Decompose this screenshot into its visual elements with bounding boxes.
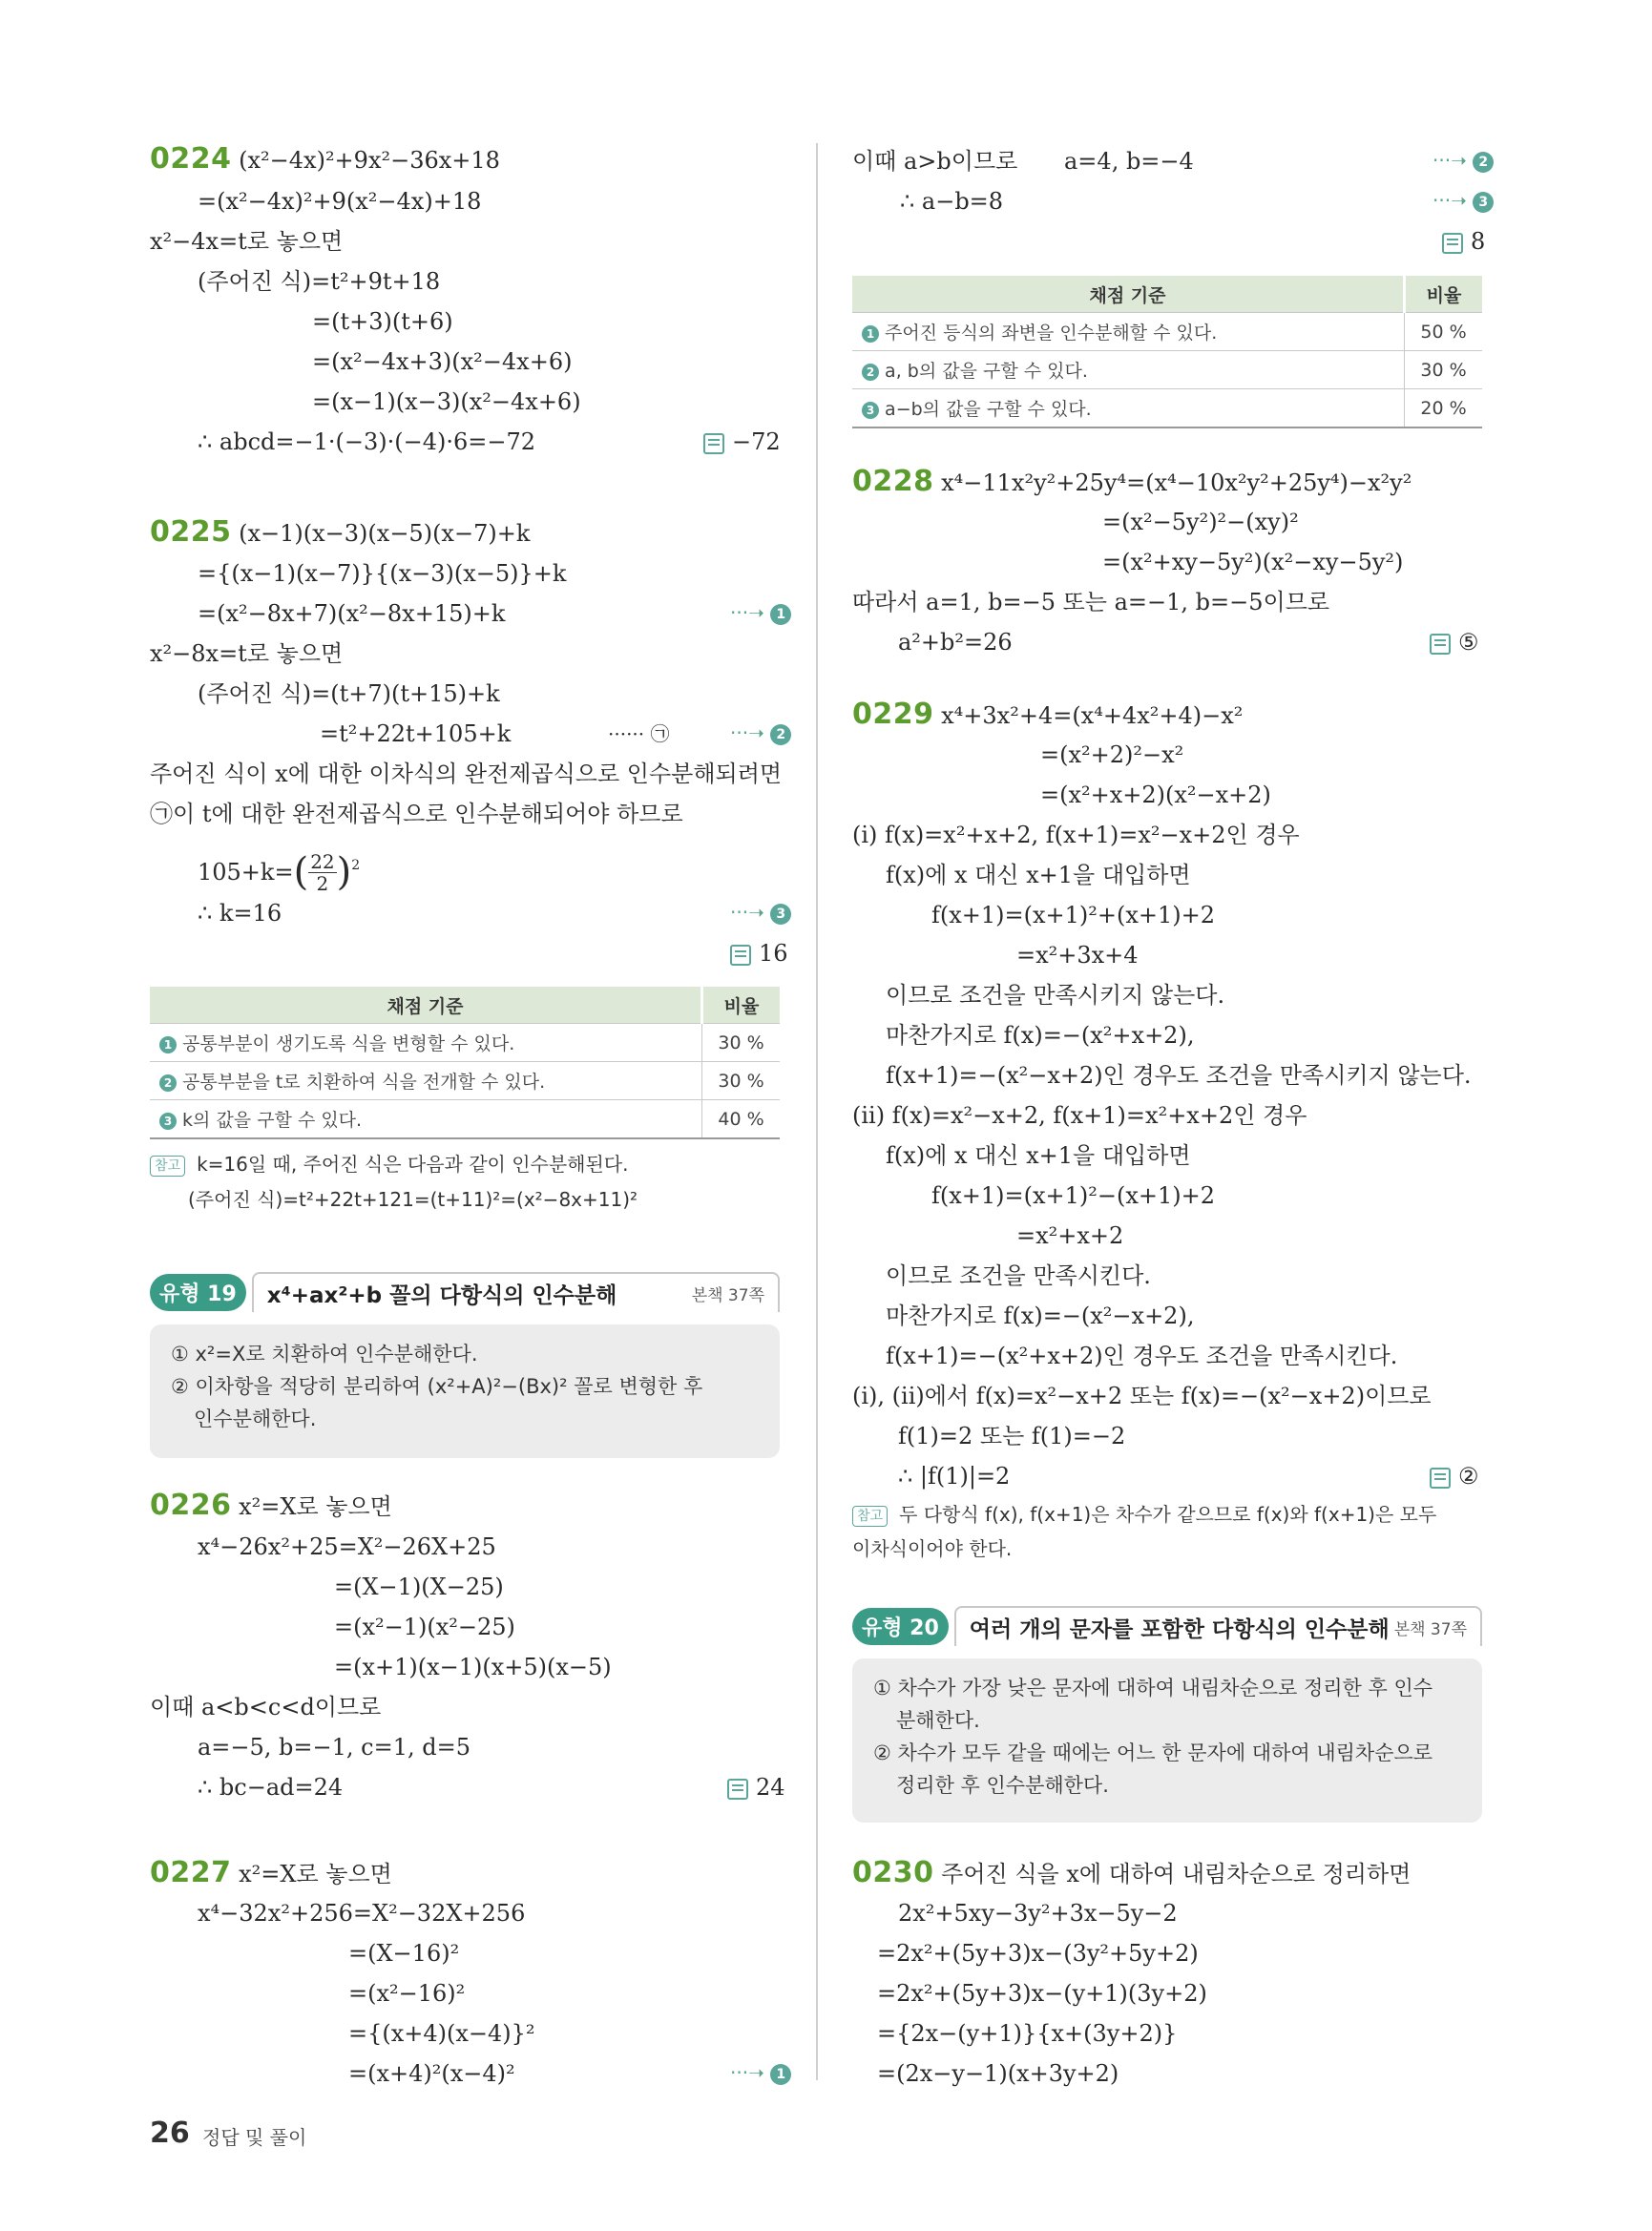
scoring-table-0227 bbox=[852, 276, 1482, 428]
note-0229: 참고 두 다항식 f(x), f(x+1)은 차수가 같으므로 f(x)와 f(x+1)은 모두 bbox=[852, 1500, 1436, 1529]
solution-line: 마찬가지로 f(x)=−(x²−x+2), bbox=[886, 1303, 1195, 1329]
solution-line: =(X−16)² bbox=[348, 1940, 460, 1967]
solution-line: =(x²−4x)²+9(x²−4x)+18 bbox=[198, 188, 482, 215]
solution-line: ={(x−1)(x−7)}{(x−3)(x−5)}+k bbox=[198, 560, 567, 587]
footer-label: 정답 및 풀이 bbox=[202, 2126, 307, 2149]
solution-line: f(x)에 x 대신 x+1을 대입하면 bbox=[886, 862, 1191, 888]
step-marker: ···➝ 1 bbox=[730, 2061, 791, 2085]
solution-line: f(x+1)=−(x²+x+2)인 경우도 조건을 만족시킨다. bbox=[886, 1343, 1398, 1369]
page-number: 26 bbox=[150, 2116, 190, 2150]
solution-line: ∴ a−b=8 bbox=[900, 188, 1004, 215]
solution-line: (주어진 식)=t²+9t+18 bbox=[198, 268, 441, 295]
solution-line: f(x+1)=(x+1)²+(x+1)+2 bbox=[931, 902, 1216, 928]
solution-line: =(x²−8x+7)(x²−8x+15)+k bbox=[198, 600, 506, 627]
solution-line: ∴ bc−ad=24 bbox=[198, 1774, 344, 1801]
table-row: 1 주어진 등식의 좌변을 인수분해할 수 있다. 50 % bbox=[852, 313, 1482, 351]
solution-line: =(x+4)²(x−4)² bbox=[348, 2060, 515, 2087]
type-19-guide-box: ① x²=X로 치환하여 인수분해한다. ② 이차항을 적당히 분리하여 (x²+A)²−(Bx)² 꼴로 변형한 후 인수분해한다. bbox=[150, 1324, 780, 1458]
book-reference: 본책 37쪽 bbox=[691, 1285, 764, 1305]
table-header: 비율 bbox=[702, 987, 781, 1024]
solution-line: ∴ k=16 bbox=[198, 900, 282, 927]
solution-line: =(X−1)(X−25) bbox=[334, 1574, 504, 1600]
problem-0226-line-1: 0226 x²=X로 놓으면 bbox=[150, 1489, 392, 1522]
solution-line: =(x²−16)² bbox=[348, 1980, 466, 2007]
solution-line: 이때 a<b<c<d이므로 bbox=[150, 1694, 382, 1720]
problem-number: 0230 bbox=[852, 1856, 934, 1889]
answer-icon bbox=[1442, 233, 1463, 254]
answer-icon bbox=[730, 945, 751, 966]
solution-line: =(x−1)(x−3)(x²−4x+6) bbox=[312, 388, 581, 415]
problem-number: 0225 bbox=[150, 515, 232, 549]
solution-line: =(x²−1)(x²−25) bbox=[334, 1614, 515, 1640]
solution-line: ={2x−(y+1)}{x+(3y+2)} bbox=[877, 2020, 1178, 2047]
step-marker: ···➝ 1 bbox=[730, 601, 791, 625]
type-title: 여러 개의 문자를 포함한 다항식의 인수분해 bbox=[969, 1616, 1390, 1642]
note-tag: 참고 bbox=[150, 1156, 185, 1177]
answer-0228: ⑤ bbox=[1430, 628, 1479, 657]
fraction: 22 2 bbox=[310, 849, 335, 895]
type-title: x⁴+ax²+b 꼴의 다항식의 인수분해 bbox=[266, 1282, 617, 1308]
table-header: 채점 기준 bbox=[852, 276, 1405, 313]
solution-line: x⁴−32x²+256=X²−32X+256 bbox=[198, 1900, 526, 1927]
problem-number: 0224 bbox=[150, 142, 232, 176]
solution-line: =(x+1)(x−1)(x+5)(x−5) bbox=[334, 1654, 612, 1680]
solution-line: f(x+1)=−(x²−x+2)인 경우도 조건을 만족시키지 않는다. bbox=[886, 1062, 1472, 1089]
problem-0229-line-1: 0229 x⁴+3x²+4=(x⁴+4x²+4)−x² bbox=[852, 698, 1244, 731]
problem-number: 0229 bbox=[852, 698, 934, 731]
solution-line: =x²+3x+4 bbox=[1016, 942, 1139, 969]
solution-line: =(t+3)(t+6) bbox=[312, 308, 453, 335]
problem-number: 0228 bbox=[852, 465, 934, 498]
solution-line: =(x²+x+2)(x²−x+2) bbox=[1040, 782, 1271, 808]
table-row: 3 a−b의 값을 구할 수 있다. 20 % bbox=[852, 389, 1482, 428]
solution-line: =(x²−5y²)²−(xy)² bbox=[1102, 509, 1299, 535]
type-19-header bbox=[150, 1269, 780, 1315]
step-marker: ···➝ 3 bbox=[1432, 189, 1494, 213]
solution-line: x²−8x=t로 놓으면 bbox=[150, 640, 344, 667]
answer-icon bbox=[1430, 1468, 1451, 1489]
scoring-table-0225 bbox=[150, 987, 780, 1139]
solution-line: (주어진 식)=(t+7)(t+15)+k bbox=[198, 680, 500, 707]
solution-line: x²−4x=t로 놓으면 bbox=[150, 228, 344, 255]
solution-line: a²+b²=26 bbox=[898, 629, 1013, 656]
step-marker: ···➝ 2 bbox=[730, 721, 791, 745]
solution-line: ∴ |f(1)|=2 bbox=[898, 1463, 1011, 1490]
answer-0229: ② bbox=[1430, 1462, 1479, 1491]
solution-line: =2x²+(5y+3)x−(3y²+5y+2) bbox=[877, 1940, 1199, 1967]
solution-line: 이므로 조건을 만족시킨다. bbox=[886, 1262, 1151, 1289]
solution-line: =(x²+xy−5y²)(x²−xy−5y²) bbox=[1102, 549, 1404, 575]
answer-icon bbox=[727, 1779, 748, 1800]
problem-0227-line-1: 0227 x²=X로 놓으면 bbox=[150, 1856, 392, 1889]
fraction-line: 105+k= ( 22 2 ) 2 bbox=[198, 849, 361, 895]
solution-line: f(x)에 x 대신 x+1을 대입하면 bbox=[886, 1142, 1191, 1169]
solution-line: x⁴−26x²+25=X²−26X+25 bbox=[198, 1533, 496, 1560]
solution-line: =(2x−y−1)(x+3y+2) bbox=[877, 2060, 1119, 2087]
answer-icon bbox=[1430, 634, 1451, 655]
note-line: (주어진 식)=t²+22t+121=(t+11)²=(x²−8x+11)² bbox=[188, 1188, 638, 1211]
step-marker: ···➝ 3 bbox=[730, 901, 791, 925]
problem-number: 0227 bbox=[150, 1856, 232, 1889]
answer-0224: −72 bbox=[703, 427, 781, 456]
note-0225: 참고 k=16일 때, 주어진 식은 다음과 같이 인수분해된다. bbox=[150, 1150, 628, 1178]
book-reference: 본책 37쪽 bbox=[1393, 1619, 1467, 1639]
table-header: 비율 bbox=[1405, 276, 1483, 313]
type-badge: 유형 19 bbox=[150, 1274, 246, 1311]
problem-number: 0226 bbox=[150, 1489, 232, 1522]
answer-icon bbox=[703, 433, 724, 454]
solution-line: ={(x+4)(x−4)}² bbox=[348, 2020, 535, 2047]
note-tag: 참고 bbox=[852, 1506, 888, 1527]
solution-line: (i), (ii)에서 f(x)=x²−x+2 또는 f(x)=−(x²−x+2)이므로 bbox=[852, 1383, 1432, 1409]
answer-0227: 8 bbox=[1442, 227, 1485, 256]
type-20-guide-box: ① 차수가 가장 낮은 문자에 대하여 내림차순으로 정리한 후 인수 분해한다. ② 차수가 모두 같을 때에는 어느 한 문자에 대하여 내림차순으로 정리한 후 인수분해한다. bbox=[852, 1658, 1482, 1823]
solution-line: (i) f(x)=x²+x+2, f(x+1)=x²−x+2인 경우 bbox=[852, 822, 1300, 848]
solution-line: 이므로 조건을 만족시키지 않는다. bbox=[886, 982, 1225, 1009]
solution-line: 마찬가지로 f(x)=−(x²+x+2), bbox=[886, 1022, 1195, 1049]
solution-line: f(x+1)=(x+1)²−(x+1)+2 bbox=[931, 1182, 1216, 1209]
problem-0230-line-1: 0230 주어진 식을 x에 대하여 내림차순으로 정리하면 bbox=[852, 1856, 1412, 1889]
solution-line: a=4, b=−4 bbox=[1064, 148, 1194, 175]
solution-line: 이때 a>b이므로 bbox=[852, 148, 1018, 175]
type-badge: 유형 20 bbox=[852, 1608, 949, 1645]
solution-line: (ii) f(x)=x²−x+2, f(x+1)=x²+x+2인 경우 bbox=[852, 1102, 1307, 1129]
table-header: 채점 기준 bbox=[150, 987, 702, 1024]
solution-line: =x²+x+2 bbox=[1016, 1222, 1124, 1249]
solution-line: 따라서 a=1, b=−5 또는 a=−1, b=−5이므로 bbox=[852, 589, 1330, 615]
answer-0226: 24 bbox=[727, 1773, 785, 1802]
table-row: 2 공통부분을 t로 치환하여 식을 전개할 수 있다. 30 % bbox=[150, 1062, 780, 1100]
problem-0228-line-1: 0228 x⁴−11x²y²+25y⁴=(x⁴−10x²y²+25y⁴)−x²y² bbox=[852, 465, 1412, 498]
type-20-header bbox=[852, 1603, 1482, 1649]
solution-line: =(x²+2)²−x² bbox=[1040, 741, 1184, 768]
type-title-box bbox=[954, 1606, 1482, 1646]
step-marker: ···➝ 2 bbox=[1432, 149, 1494, 173]
answer-0225: 16 bbox=[730, 939, 788, 968]
solution-line: 주어진 식이 x에 대한 이차식의 완전제곱식으로 인수분해되려면 bbox=[150, 761, 783, 787]
table-row: 3 k의 값을 구할 수 있다. 40 % bbox=[150, 1100, 780, 1139]
problem-0224-line-1: 0224 (x²−4x)²+9x²−36x+18 bbox=[150, 142, 500, 176]
column-divider bbox=[816, 143, 818, 2080]
solution-line: 2x²+5xy−3y²+3x−5y−2 bbox=[898, 1900, 1178, 1927]
solution-line: =2x²+(5y+3)x−(y+1)(3y+2) bbox=[877, 1980, 1207, 2007]
solution-line: =(x²−4x+3)(x²−4x+6) bbox=[312, 348, 573, 375]
solution-line: ∴ abcd=−1·(−3)·(−4)·6=−72 bbox=[198, 428, 535, 455]
table-row: 2 a, b의 값을 구할 수 있다. 30 % bbox=[852, 351, 1482, 389]
problem-0225-line-1: 0225 (x−1)(x−3)(x−5)(x−7)+k bbox=[150, 515, 531, 549]
note-line: 이차식이어야 한다. bbox=[852, 1537, 1013, 1560]
type-title-box bbox=[252, 1272, 780, 1312]
equation-tag: ······ ㉠ bbox=[608, 722, 670, 745]
solution-line: a=−5, b=−1, c=1, d=5 bbox=[198, 1734, 471, 1761]
solution-line: ㉠이 t에 대한 완전제곱식으로 인수분해되어야 하므로 bbox=[150, 801, 683, 827]
table-row: 1 공통부분이 생기도록 식을 변형할 수 있다. 30 % bbox=[150, 1024, 780, 1062]
solution-line: =t²+22t+105+k bbox=[320, 720, 512, 747]
solution-line: f(1)=2 또는 f(1)=−2 bbox=[898, 1423, 1126, 1449]
